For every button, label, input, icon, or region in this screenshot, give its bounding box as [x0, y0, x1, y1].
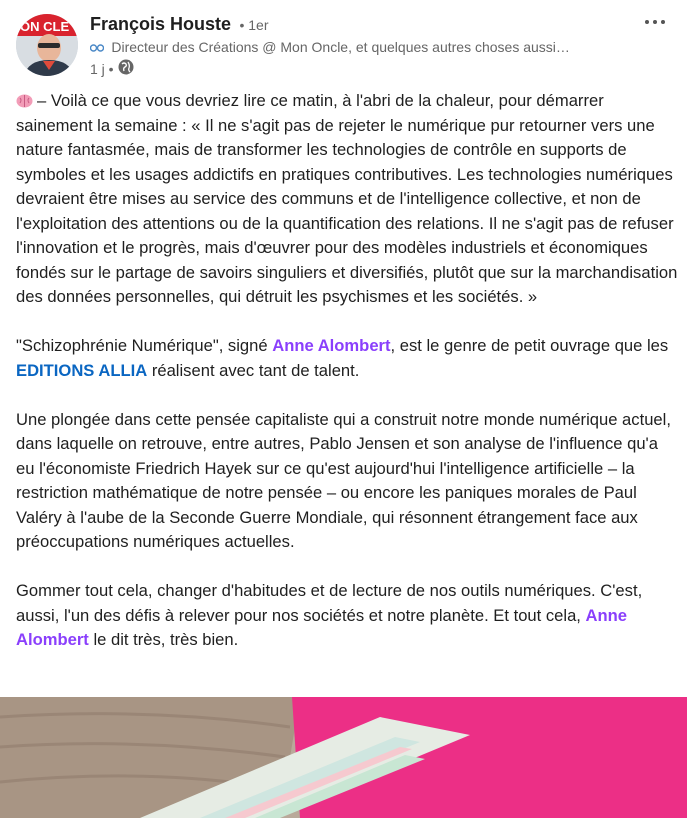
author-headline — [90, 39, 590, 55]
glasses-emoji-icon — [90, 41, 107, 55]
company-link-editions-allia[interactable]: EDITIONS ALLIA — [16, 360, 148, 380]
post-paragraph-4 — [16, 579, 678, 653]
paragraph-2-text-c: réalisent avec tant de talent. — [147, 360, 360, 380]
post-meta — [90, 59, 134, 78]
paragraph-4-text-b: le dit très, très bien. — [88, 630, 239, 649]
mention-anne-alombert-2[interactable]: Anne Alombert — [16, 605, 628, 649]
book-photo-illustration — [0, 697, 687, 818]
more-options-icon[interactable] — [640, 10, 670, 34]
post-body — [16, 89, 678, 677]
paragraph-2-text-b: , est le genre de petit ouvrage que les — [390, 336, 669, 355]
post-paragraph-1 — [16, 89, 678, 310]
post-image[interactable] — [0, 697, 687, 818]
author-name[interactable]: François Houste — [90, 14, 232, 34]
post-timestamp[interactable]: 1 j • — [90, 60, 114, 77]
post-paragraph-3: Une plongée dans cette pensée capitaliste qui a construit notre monde numérique actuel, dans laquelle on retrouve, entre autres, Pablo Jensen et son analyse de l'influence qu'a eu l'économiste Friedrich Hayek sur ce qu'est aujourd'hui l'intelligence artificielle – la restriction mathématique de notre pensée – ou encore les paniques morales de Paul Valéry à l'aube de la Seconde Guerre Mondiale, qui résonnent étrangement face aux préoccupations numériques actuelles. — [16, 409, 671, 551]
post-header — [0, 0, 687, 90]
post-paragraph-2 — [16, 334, 678, 383]
paragraph-2-text-a: "Schizophrénie Numérique", signé — [16, 336, 273, 355]
headline-text: Directeur des Créations @ Mon Oncle, et quelques autres choses aussi… — [111, 39, 570, 55]
brain-emoji-icon — [16, 91, 33, 105]
mention-anne-alombert[interactable]: Anne Alombert — [272, 336, 391, 355]
globe-icon — [118, 59, 134, 78]
paragraph-1-text: – Voilà ce que vous devriez lire ce matin, à l'abri de la chaleur, pour démarrer sainement la semaine : « Il ne s'agit pas de rejeter le numérique pur retourner vers une nature fantasmée, mais de transformer les technologies de contrôle en supports de symboles et les usages addictifs en pratiques contributives. Les technologies numériques devraient être mises au service des communs et de l'intelligence collective, et non de l'exploitation des attentions ou de la quantification des relations. Il ne s'agit pas de refuser l'innovation et le progrès, mais d'œuvrer pour des modèles industriels et économiques fondés sur le partage de savoirs singuliers et diversifiés, plutôt que sur la marchandisation des données personnelles, qui détruit les psychismes et les sociétés. » — [16, 91, 678, 306]
author-line — [90, 14, 269, 35]
avatar-logo-text: ON CLE — [20, 19, 70, 34]
connection-degree: • 1er — [239, 17, 269, 33]
author-avatar[interactable] — [16, 14, 78, 76]
paragraph-4-text-a: Gommer tout cela, changer d'habitudes et de lecture de nos outils numériques. C'est, aussi, l'un des défis à relever pour nos sociétés et notre planète. Et tout cela, — [16, 581, 643, 625]
